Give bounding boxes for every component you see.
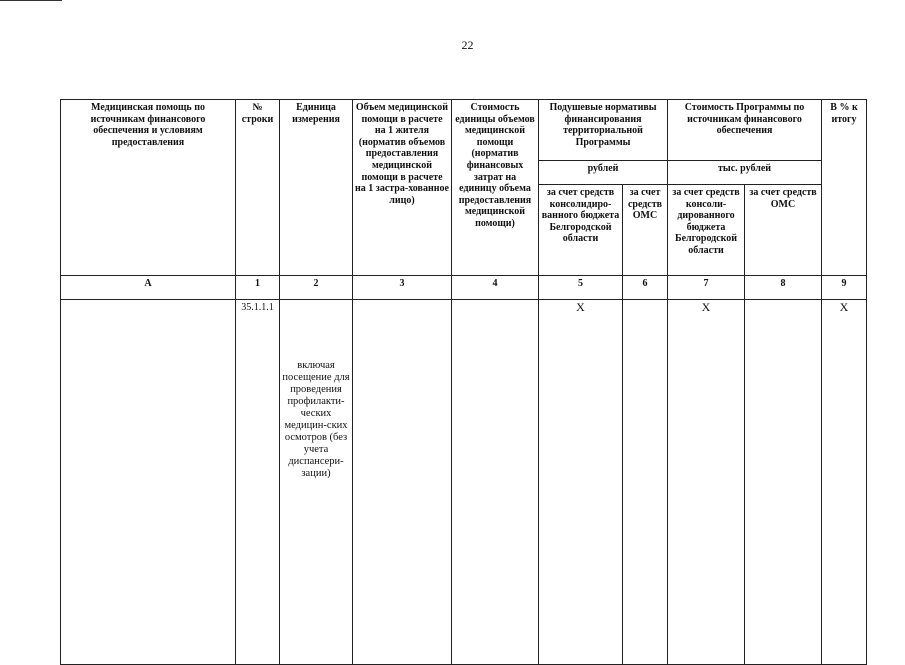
- table-row: [61, 300, 867, 665]
- header-per-capita: Подушевые нормативы финансирования территориальной Программы: [539, 100, 668, 161]
- header-line-no: № строки: [236, 100, 280, 276]
- column-index: 9: [822, 276, 867, 300]
- page-number: 22: [461, 38, 474, 52]
- header-program-cost: Стоимость Программы по источникам финансового обеспечения: [668, 100, 822, 161]
- column-index: 2: [280, 276, 353, 300]
- column-index: 8: [745, 276, 822, 300]
- financing-table: [60, 99, 867, 665]
- column-index: 4: [452, 276, 539, 300]
- cell-volume: [353, 300, 452, 665]
- column-index: 3: [353, 276, 452, 300]
- column-index: 7: [668, 276, 745, 300]
- header-thousand-rubles: тыс. рублей: [668, 161, 822, 185]
- column-index: 6: [623, 276, 668, 300]
- cell-care: [61, 300, 236, 665]
- header-consolidated-budget-2: за счет средств консоли-дированного бюджета Белгородской области: [668, 185, 745, 276]
- column-index: А: [61, 276, 236, 300]
- cell-line-no: 35.1.1.1: [236, 300, 280, 665]
- top-rule: [0, 0, 62, 1]
- cell-oms-per-capita: [623, 300, 668, 665]
- header-oms-2: за счет средств ОМС: [745, 185, 822, 276]
- cell-unit: включая посещение для проведения профилакти-ческих медицин-ских осмотров (без учета диспансери-зации): [280, 300, 353, 665]
- header-volume: Объем медицинской помощи в расчете на 1 жителя (норматив объемов предоставления медицинской помощи в расчете на 1 застра-хованное лицо): [353, 100, 452, 276]
- cell-budget-per-capita: X: [539, 300, 623, 665]
- column-index: 1: [236, 276, 280, 300]
- header-consolidated-budget: за счет средств консолидиро-ванного бюджета Белгородской области: [539, 185, 623, 276]
- cell-cost: [452, 300, 539, 665]
- header-unit: Единица измерения: [280, 100, 353, 276]
- column-index-row: [61, 276, 867, 300]
- column-index: 5: [539, 276, 623, 300]
- header-oms: за счет средств ОМС: [623, 185, 668, 276]
- cell-percent: X: [822, 300, 867, 665]
- cell-oms-program: [745, 300, 822, 665]
- header-percent: В % к итогу: [822, 100, 867, 276]
- header-care: Медицинская помощь по источникам финансового обеспечения и условиям предоставления: [61, 100, 236, 276]
- header-cost: Стоимость единицы объемов медицинской помощи (норматив финансовых затрат на единицу объема предоставления медицинской помощи): [452, 100, 539, 276]
- cell-budget-program: X: [668, 300, 745, 665]
- header-rubles: рублей: [539, 161, 668, 185]
